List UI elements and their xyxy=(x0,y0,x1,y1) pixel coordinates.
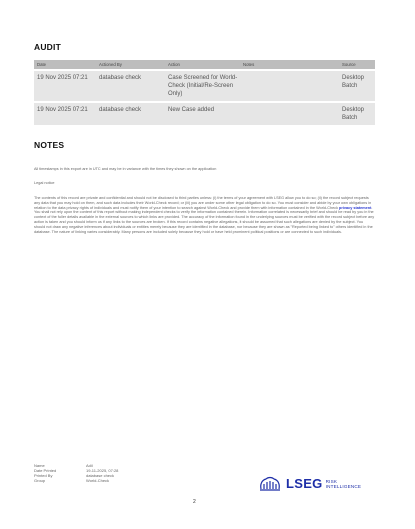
meta-label: Group xyxy=(34,478,46,483)
meta-label: Printed By xyxy=(34,473,53,478)
privacy-statement-link[interactable]: privacy statement xyxy=(339,205,372,210)
cell-action: Case Screened for World-Check (Initial/Re-Screen Only) xyxy=(168,75,238,97)
column-header-actioned-by: Actioned By xyxy=(99,62,122,67)
logo-subtitle-line-1: RISK xyxy=(325,478,338,484)
cell-date: 19 Nov 2025 07:21 xyxy=(37,107,88,113)
legal-notice-text xyxy=(34,196,375,234)
lseg-logo xyxy=(258,475,361,492)
legal-text-part-2: . You shall not rely upon the content of this report without making independent checks to verify the information contained therein. Information correlated is necessarily brief and should be read by you in the context of the fuller details available in the external sources to which links are provided. The accuracy of the information found in the underlying sources must be verified with the record subject before any action is taken and you should inform us if any links to the sources are broken. If this record contains negative allegations, it should be assumed that such allegations are denied by the subject. You should not draw any negative inferences about individuals or entities merely because they are identified in the database, nor because they are shown as "Reported being linked to" others identified in the database. The nature of linking varies considerably. Many persons are included solely because they hold or have held prominent political positions or are connected to such individuals. xyxy=(34,205,375,234)
timestamp-note: All timestamps in this export are in UTC and may be in variance with the times they shown on the application xyxy=(34,167,217,171)
audit-table-header xyxy=(34,60,375,69)
print-metadata xyxy=(34,463,118,483)
cell-notes xyxy=(240,103,339,125)
meta-value: World-Check xyxy=(86,478,110,483)
cell-source: Desktop Batch xyxy=(342,75,365,89)
cell-action: New Case added xyxy=(168,107,215,113)
lseg-lion-icon xyxy=(258,475,282,492)
cell-date: 19 Nov 2025 07:21 xyxy=(37,75,88,81)
meta-value: database check xyxy=(86,473,115,478)
meta-value: 19-11-2025, 07:28 xyxy=(86,468,119,473)
logo-wordmark: LSEG xyxy=(286,476,323,491)
column-header-date: Date xyxy=(37,62,47,67)
legal-notice-heading: Legal notice xyxy=(34,181,55,185)
meta-label: Date Printed xyxy=(34,468,57,473)
column-header-notes: Notes xyxy=(243,62,255,67)
notes-heading: NOTES xyxy=(34,140,65,150)
meta-row xyxy=(34,478,118,483)
column-header-action: Action xyxy=(168,62,180,67)
legal-text-part-1: The contents of this record are private and confidential and should not be disclosed to third parties unless: (i) the terms of your agreement with LSEG allow you to do so; (ii) the record subject requests any data that you may hold on them, and such data includes their World-Check record; or (iii) you are under some other legal obligation to do so. You must consider and abide by your own obligations in relation to the data privacy rights of individuals and must notify them of your intention to search against World-Check and provide them with information contained in the World-Check xyxy=(34,196,372,210)
meta-value: Adil xyxy=(86,463,93,468)
page-number: 2 xyxy=(193,499,196,505)
audit-heading: AUDIT xyxy=(34,42,61,52)
cell-notes xyxy=(240,71,339,101)
logo-subtitle xyxy=(326,479,362,489)
logo-subtitle-line-2: INTELLIGENCE xyxy=(325,483,362,489)
column-header-source: Source xyxy=(342,62,356,67)
cell-actioned-by: database check xyxy=(99,75,142,81)
table-row xyxy=(34,71,375,101)
table-row xyxy=(34,103,375,125)
meta-label: Name xyxy=(34,463,45,468)
cell-actioned-by: database check xyxy=(99,107,142,113)
audit-table xyxy=(34,60,375,125)
cell-source: Desktop Batch xyxy=(342,107,365,121)
